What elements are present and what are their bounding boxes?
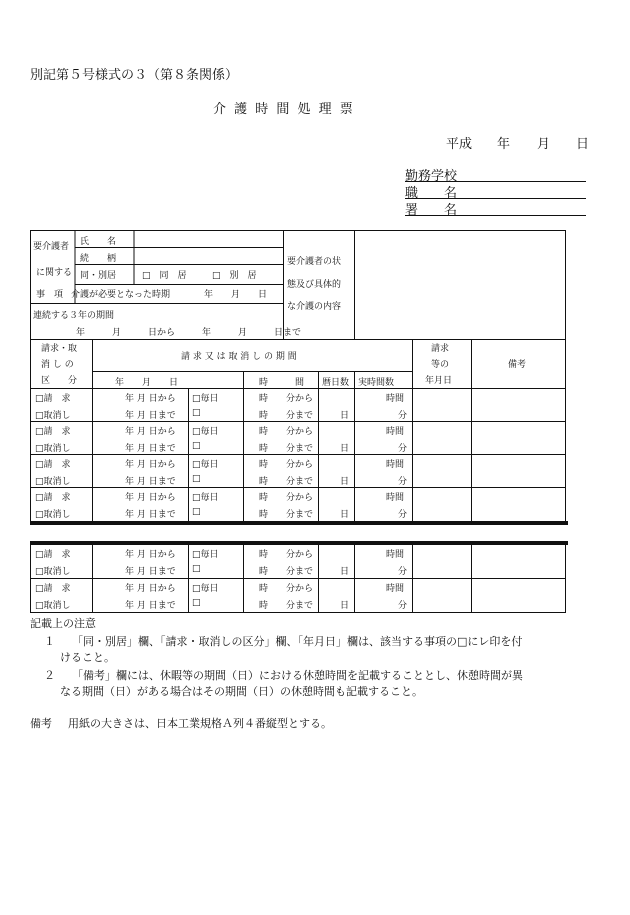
period-value: 年 月 日から 年 月 日まで xyxy=(76,328,302,338)
request-checkbox[interactable]: □請 求 xyxy=(35,394,71,404)
cancel-checkbox[interactable]: □取消し xyxy=(35,477,71,487)
remark-label: 備考 xyxy=(30,717,52,730)
hour-unit: 時間 xyxy=(386,550,405,560)
actual-hours-column-header: 実時間数 xyxy=(358,378,395,388)
request-checkbox[interactable]: □請 求 xyxy=(35,584,71,594)
subject-group-label: 事 項 xyxy=(36,290,64,300)
cut-line-bottom xyxy=(30,541,568,545)
option-checkbox[interactable]: □ xyxy=(192,507,201,517)
residence-separate-checkbox[interactable]: □ 別 居 xyxy=(212,271,257,281)
note-number: １ xyxy=(44,635,55,648)
position-label: 職 名 xyxy=(405,186,458,201)
note-text: 「同・別居」欄、「請求・取消しの区分」欄、「年月日」欄は、該当する事項の□にレ印を付 xyxy=(72,635,523,648)
remark-text: 用紙の大きさは、日本工業規格Ａ列４番縦型とする。 xyxy=(68,717,332,730)
time-from: 時 分から xyxy=(259,493,314,503)
date-to: 年 月 日まで xyxy=(125,567,176,577)
request-checkbox[interactable]: □請 求 xyxy=(35,427,71,437)
time-to: 時 分まで xyxy=(259,411,314,421)
option-checkbox[interactable]: □ xyxy=(192,474,201,484)
cancel-checkbox[interactable]: □取消し xyxy=(35,510,71,520)
note-text: なる期間（日）がある場合はその期間（日）の休憩時間も記載すること。 xyxy=(60,685,423,698)
date-from: 年 月 日から xyxy=(125,427,176,437)
signer-name-label: 署 名 xyxy=(405,203,458,218)
date-from: 年 月 日から xyxy=(125,460,176,470)
subject-group-label: 要介護者 xyxy=(33,242,70,252)
needed-since-label: 介護が必要となった時期 xyxy=(71,290,171,300)
date-from: 年 月 日から xyxy=(125,493,176,503)
cancel-checkbox[interactable]: □取消し xyxy=(35,567,71,577)
option-checkbox[interactable]: □ xyxy=(192,598,201,608)
daily-checkbox[interactable]: □毎日 xyxy=(192,394,219,404)
day-unit: 日 xyxy=(340,444,350,454)
form-number: 別記第５号様式の３（第８条関係） xyxy=(30,68,239,83)
option-checkbox[interactable]: □ xyxy=(192,441,201,451)
note-number: ２ xyxy=(44,669,55,682)
daily-checkbox[interactable]: □毎日 xyxy=(192,427,219,437)
time-from: 時 分から xyxy=(259,584,314,594)
daily-checkbox[interactable]: □毎日 xyxy=(192,584,219,594)
date-era: 平成 xyxy=(446,137,473,152)
date-to: 年 月 日まで xyxy=(125,477,176,487)
hour-unit: 時間 xyxy=(386,394,405,404)
period-header: 請 求 又 は 取 消 し の 期 間 xyxy=(181,352,297,362)
condition-label: 態及び具体的 xyxy=(287,280,342,290)
request-date-header: 等の xyxy=(431,360,450,370)
condition-label: な介護の内容 xyxy=(287,302,342,312)
notes-heading: 記載上の注意 xyxy=(30,617,96,630)
residence-same-checkbox[interactable]: □ 同 居 xyxy=(142,271,187,281)
daily-checkbox[interactable]: □毎日 xyxy=(192,550,219,560)
minute-unit: 分 xyxy=(398,567,408,577)
date-to: 年 月 日まで xyxy=(125,444,176,454)
needed-since-date: 年 月 日 xyxy=(204,290,268,300)
date-month: 月 xyxy=(537,137,551,152)
time-to: 時 分まで xyxy=(259,477,314,487)
time-to: 時 分まで xyxy=(259,510,314,520)
day-unit: 日 xyxy=(340,510,350,520)
date-day: 日 xyxy=(576,137,590,152)
category-header: 区 分 xyxy=(41,376,78,386)
note-text: 「備考」欄には、休暇等の期間（日）における休憩時間を記載することとし、休憩時間が異 xyxy=(72,669,523,682)
date-year: 年 xyxy=(497,137,511,152)
name-label: 氏 名 xyxy=(80,237,117,247)
minute-unit: 分 xyxy=(398,510,408,520)
date-column-header: 年 月 日 xyxy=(115,378,179,388)
request-checkbox[interactable]: □請 求 xyxy=(35,550,71,560)
days-column-header: 暦日数 xyxy=(322,378,350,388)
date-to: 年 月 日まで xyxy=(125,601,176,611)
period-label: 連続する３年の期間 xyxy=(33,311,115,321)
date-from: 年 月 日から xyxy=(125,550,176,560)
condition-label: 要介護者の状 xyxy=(287,257,342,267)
minute-unit: 分 xyxy=(398,601,408,611)
hour-unit: 時間 xyxy=(386,493,405,503)
request-checkbox[interactable]: □請 求 xyxy=(35,493,71,503)
date-to: 年 月 日まで xyxy=(125,510,176,520)
date-to: 年 月 日まで xyxy=(125,411,176,421)
minute-unit: 分 xyxy=(398,477,408,487)
relation-label: 続 柄 xyxy=(80,254,117,264)
time-from: 時 分から xyxy=(259,550,314,560)
day-unit: 日 xyxy=(340,477,350,487)
request-date-header: 年月日 xyxy=(425,376,453,386)
request-checkbox[interactable]: □請 求 xyxy=(35,460,71,470)
cut-line-top xyxy=(30,521,568,525)
minute-unit: 分 xyxy=(398,411,408,421)
option-checkbox[interactable]: □ xyxy=(192,408,201,418)
hour-unit: 時間 xyxy=(386,584,405,594)
time-from: 時 分から xyxy=(259,427,314,437)
time-from: 時 分から xyxy=(259,394,314,404)
time-to: 時 分まで xyxy=(259,567,314,577)
time-to: 時 分まで xyxy=(259,444,314,454)
option-checkbox[interactable]: □ xyxy=(192,564,201,574)
category-header: 請求・取 xyxy=(41,344,78,354)
document-title: 介 護 時 間 処 理 票 xyxy=(213,102,355,117)
cancel-checkbox[interactable]: □取消し xyxy=(35,411,71,421)
day-unit: 日 xyxy=(340,601,350,611)
category-header: 消 し の xyxy=(41,360,74,370)
day-unit: 日 xyxy=(340,411,350,421)
hour-unit: 時間 xyxy=(386,460,405,470)
request-date-header: 請求 xyxy=(431,344,450,354)
remarks-header: 備考 xyxy=(508,360,527,370)
subject-group-label: に関する xyxy=(36,268,73,278)
minute-unit: 分 xyxy=(398,444,408,454)
note-text: けること。 xyxy=(60,651,115,664)
time-from: 時 分から xyxy=(259,460,314,470)
hour-unit: 時間 xyxy=(386,427,405,437)
cancel-checkbox[interactable]: □取消し xyxy=(35,444,71,454)
date-from: 年 月 日から xyxy=(125,394,176,404)
cancel-checkbox[interactable]: □取消し xyxy=(35,601,71,611)
time-column-header: 時 間 xyxy=(259,378,305,388)
time-to: 時 分まで xyxy=(259,601,314,611)
day-unit: 日 xyxy=(340,567,350,577)
date-from: 年 月 日から xyxy=(125,584,176,594)
residence-label: 同・別居 xyxy=(80,271,117,281)
daily-checkbox[interactable]: □毎日 xyxy=(192,493,219,503)
school-label: 勤務学校 xyxy=(405,169,458,184)
daily-checkbox[interactable]: □毎日 xyxy=(192,460,219,470)
